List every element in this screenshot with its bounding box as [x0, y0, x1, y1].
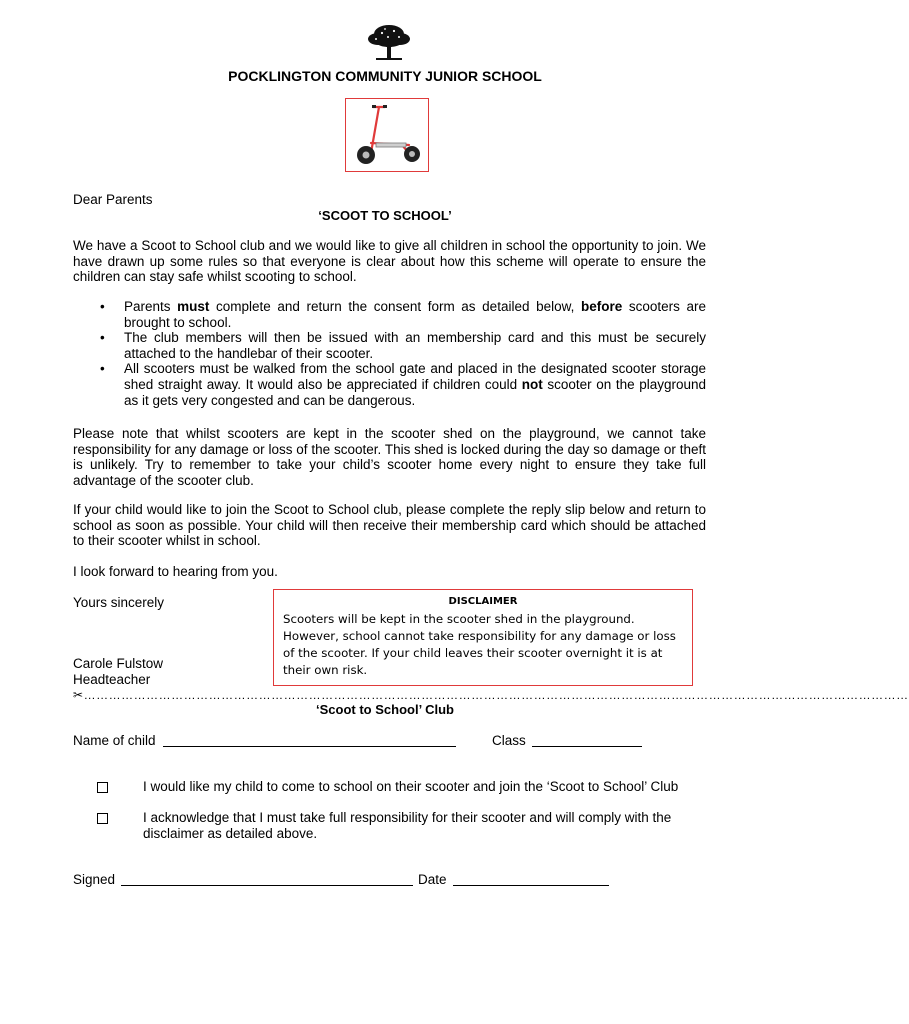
- rule-item: • All scooters must be walked from the school gate and placed in the designated scooter storage shed straight away. It would also be appreciated if children could not scooter on the playground as it gets very congested and can be dangerous.: [100, 361, 706, 408]
- disclaimer-box: [273, 589, 693, 686]
- cut-line: [73, 688, 909, 702]
- join-club-checkbox[interactable]: [97, 782, 108, 793]
- bullet-icon: •: [100, 330, 105, 346]
- school-name: POCKLINGTON COMMUNITY JUNIOR SCHOOL: [228, 68, 542, 84]
- scooter-image-frame: [345, 98, 429, 172]
- bullet-icon: •: [100, 361, 105, 377]
- scissors-icon: ✂: [73, 688, 84, 702]
- responsibility-paragraph: Please note that whilst scooters are kept in the scooter shed on the playground, we cannot take responsibility for any damage or loss of the scooter. This shed is locked during the day so damage or theft is unlikely. Try to remember to take your child’s scooter home every night to ensure they take full advantage of the scooter club.: [73, 426, 706, 488]
- join-paragraph: If your child would like to join the Scoot to School club, please complete the reply slip below and return to school as soon as possible. Your child will then receive their membership card which should be attached to their scooter whilst in school.: [73, 502, 706, 549]
- closing-line: I look forward to hearing from you.: [73, 564, 278, 579]
- date-label: Date: [418, 872, 447, 887]
- greeting: Dear Parents: [73, 192, 153, 207]
- disclaimer-heading: DISCLAIMER: [448, 596, 518, 607]
- dotted-line: ………………………………………………………………………………………………………………………………………………………………………………: [83, 688, 909, 702]
- slip-title: ‘Scoot to School’ Club: [316, 702, 454, 717]
- sender-name: Carole Fulstow: [73, 656, 164, 671]
- rules-list: [73, 299, 706, 408]
- date-field[interactable]: [453, 885, 609, 886]
- acknowledge-checkbox[interactable]: [97, 813, 108, 824]
- rule-item: • The club members will then be issued with an membership card and this must be securely attached to the handlebar of their scooter.: [100, 330, 706, 361]
- scooter-illustration: [346, 99, 427, 170]
- signoff: Yours sincerely: [73, 595, 165, 610]
- join-club-text: I would like my child to come to school on their scooter and join the ‘Scoot to School’ Club: [143, 779, 679, 794]
- rule-item: • Parents must complete and return the consent form as detailed below, before scooters are brought to school.: [100, 299, 706, 330]
- bullet-icon: •: [100, 299, 105, 314]
- signed-label: Signed: [73, 872, 116, 887]
- acknowledge-text: I acknowledge that I must take full responsibility for their scooter and will comply with the disclaimer as detailed above.: [143, 810, 672, 841]
- child-name-field[interactable]: [163, 746, 456, 747]
- letter-heading: ‘SCOOT TO SCHOOL’: [318, 208, 452, 223]
- school-tree-logo: [366, 22, 412, 64]
- class-field[interactable]: [532, 746, 642, 747]
- child-name-label: Name of child: [73, 733, 156, 748]
- intro-paragraph: We have a Scoot to School club and we would like to give all children in school the opportunity to join. We have drawn up some rules so that everyone is clear about how this scheme will operate to ensure the children can stay safe whilst scooting to school.: [73, 238, 706, 285]
- signature-field[interactable]: [121, 885, 413, 886]
- class-label: Class: [492, 733, 526, 748]
- disclaimer-body: Scooters will be kept in the scooter shed in the playground. However, school cannot take responsibility for any damage or loss of the scooter. If your child leaves their scooter overnight it is at their own risk.: [283, 612, 676, 677]
- sender-title: Headteacher: [73, 672, 151, 687]
